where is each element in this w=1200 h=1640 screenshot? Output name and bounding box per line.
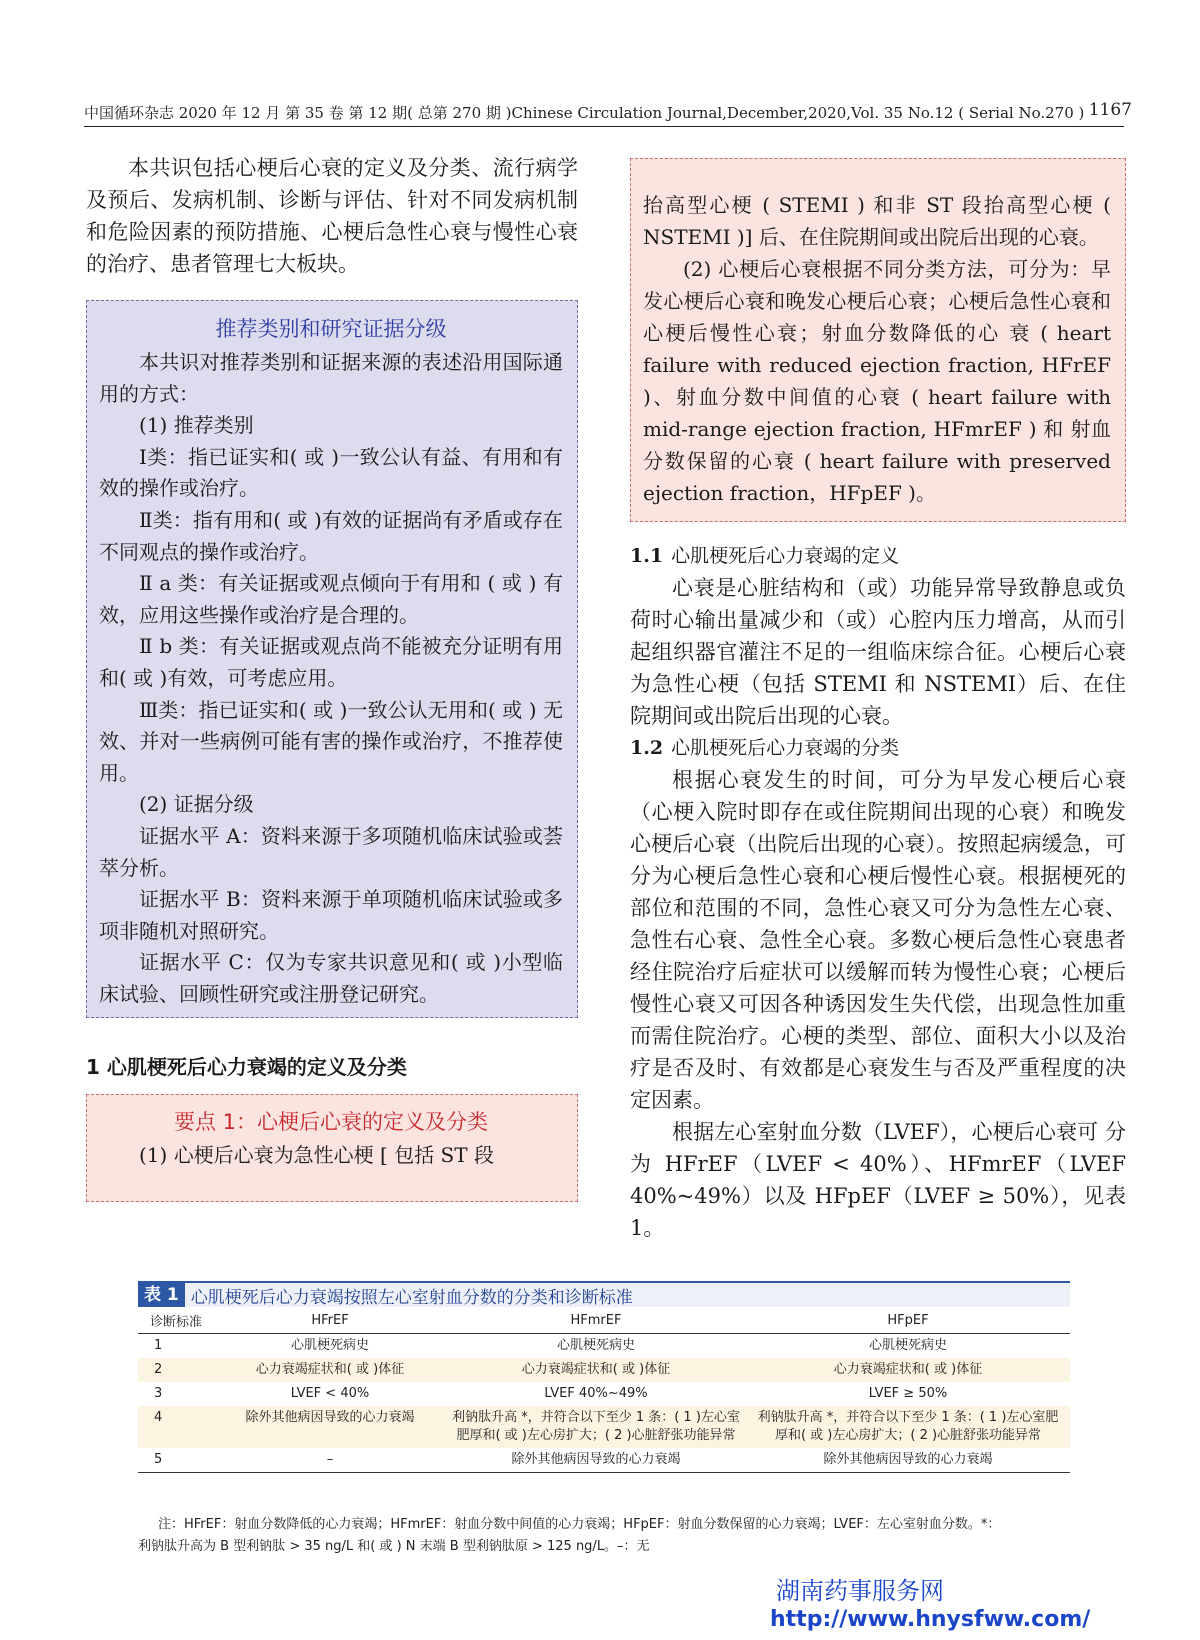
- key-point-box-continued: [630, 158, 1126, 522]
- page-number: 1167: [1088, 100, 1132, 120]
- table-note-line2: 利钠肽升高为 B 型利钠肽 > 35 ng/L 和( 或 ) N 末端 B 型利钠肽原 > 125 ng/L。–：无: [138, 1539, 650, 1554]
- table-caption-text: 心肌梗死后心力衰竭按照左心室射血分数的分类和诊断标准: [190, 1287, 633, 1308]
- recommendation-paragraph: 证据水平 A：资料来源于多项随机临床试验或荟萃分析。: [99, 823, 563, 880]
- key-point-box: [86, 1094, 578, 1202]
- watermark: [770, 1576, 1100, 1634]
- subsection-heading: [630, 732, 1126, 764]
- classification-table: [138, 1307, 1070, 1473]
- table-cell: 3: [154, 1386, 163, 1401]
- recommendation-paragraph: Ⅰ类：指已证实和( 或 )一致公认有益、有用和有效的操作或治疗。: [99, 444, 563, 501]
- recommendation-paragraph: Ⅱ类：指有用和( 或 )有效的证据尚有矛盾或存在不同观点的操作或治疗。: [99, 507, 563, 564]
- table-cell: 心力衰竭症状和( 或 )体征: [446, 1358, 746, 1382]
- table-cell: LVEF ≥ 50%: [868, 1386, 948, 1401]
- table-cell: LVEF < 40%: [290, 1386, 370, 1401]
- right-column-sections: [630, 540, 1126, 1244]
- recommendation-paragraph: (1) 推荐类别: [139, 413, 254, 438]
- table-row: [138, 1448, 1070, 1473]
- intro-paragraph-block: [86, 152, 578, 280]
- recommendation-paragraph: Ⅲ类：指已证实和( 或 )一致公认无用和( 或 ) 无效、并对一些病例可能有害的操作或治疗，不推荐使用。: [99, 697, 563, 785]
- table-header-row: [138, 1307, 1070, 1334]
- table-cell: 心力衰竭症状和( 或 )体征: [746, 1358, 1070, 1382]
- recommendation-paragraphs: [99, 347, 563, 1010]
- table-header-cell: 诊断标准: [138, 1307, 214, 1334]
- recommendation-box-title: 推荐类别和研究证据分级: [215, 317, 447, 341]
- table-cell: 4: [138, 1406, 214, 1448]
- subsection-number: 1.2: [630, 737, 664, 759]
- table-cell: 5: [138, 1448, 214, 1473]
- recommendation-paragraph: 本共识对推荐类别和证据来源的表述沿用国际通用的方式：: [99, 350, 563, 406]
- running-header: [84, 100, 1132, 127]
- key-point-text-part3: (2) 心梗后心衰根据不同分类方法，可分为：早发心梗后心衰和晚发心梗后心衰；心梗后急性心衰和心梗后慢性心衰；射血分数降低的心 衰 ( heart failure with reduced ejection fraction, HFrEF )、射血分数中间值的心衰 ( heart failure with mid-range ejection fraction, HFmrEF ) 和 射血分数保留的心衰 ( heart failure with preserved ejection fraction，HFpEF )。: [643, 257, 1111, 505]
- section-heading: 1 心肌梗死后心力衰竭的定义及分类: [86, 1055, 407, 1079]
- table-caption: [138, 1281, 1070, 1307]
- recommendation-paragraph: Ⅱ a 类：有关证据或观点倾向于有用和 ( 或 ) 有效，应用这些操作或治疗是合理的。: [99, 571, 563, 627]
- table-note: [138, 1514, 1070, 1558]
- recommendation-paragraph: (2) 证据分级: [139, 792, 254, 817]
- key-point-title: 要点 1：心梗后心衰的定义及分类: [173, 1110, 489, 1134]
- table-cell: 心力衰竭症状和( 或 )体征: [214, 1358, 446, 1382]
- table-cell: 心肌梗死病史: [290, 1338, 369, 1353]
- subsection-heading: [630, 540, 1126, 572]
- table-cell: LVEF 40%~49%: [544, 1386, 648, 1401]
- journal-citation: 中国循环杂志 2020 年 12 月 第 35 卷 第 12 期( 总第 270 期 )Chinese Circulation Journal,December,2020,Vol. 35 No.12 ( Serial No.270 ): [84, 104, 1085, 122]
- table-cell: 利钠肽升高 *，并符合以下至少 1 条：( 1 )左心室肥厚和( 或 )左心房扩大；( 2 )心脏舒张功能异常: [746, 1406, 1070, 1448]
- table-cell: 心肌梗死病史: [556, 1338, 635, 1353]
- recommendation-paragraph: Ⅱ b 类：有关证据或观点尚不能被充分证明有用和( 或 )有效，可考虑应用。: [99, 634, 563, 690]
- body-paragraph: 根据心衰发生的时间，可分为早发心梗后心衰（心梗入院时即存在或住院期间出现的心衰）和晚发心梗后心衰（出院后出现的心衰）。按照起病缓急，可分为心梗后急性心衰和心梗后慢性心衰。根据梗死的部位和范围的不同，急性心衰又可分为急性左心衰、急性右心衰、急性全心衰。多数心梗后急性心衰患者经住院治疗后症状可以缓解而转为慢性心衰；心梗后慢性心衰又可因各种诱因发生失代偿，出现急性加重而需住院治疗。心梗的类型、部位、面积大小以及治疗是否及时、有效都是心衰发生与否及严重程度的决定因素。: [630, 768, 1126, 1112]
- recommendation-paragraph: 证据水平 C：仅为专家共识意见和( 或 )小型临床试验、回顾性研究或注册登记研究。: [99, 950, 563, 1006]
- body-paragraph: 根据左心室射血分数（LVEF），心梗后心衰可 分 为 HFrEF（LVEF < 40%）、HFmrEF（LVEF 40%~49%）以及 HFpEF（LVEF ≥ 50%），见表 1。: [630, 1120, 1126, 1240]
- table-cell: 利钠肽升高 *，并符合以下至少 1 条：( 1 )左心室肥厚和( 或 )左心房扩大；( 2 )心脏舒张功能异常: [446, 1406, 746, 1448]
- table-header-cell: HFrEF: [214, 1307, 446, 1334]
- table-row: [138, 1334, 1070, 1359]
- table-header-cell: HFpEF: [746, 1307, 1070, 1334]
- key-point-text-part1: (1) 心梗后心衰为急性心梗 [ 包括 ST 段: [139, 1143, 494, 1167]
- table-body: [138, 1334, 1070, 1473]
- subsection-title: 心肌梗死后心力衰竭的定义: [671, 545, 900, 567]
- table-row: [138, 1382, 1070, 1406]
- table-label: 表 1: [138, 1283, 185, 1307]
- body-paragraph: 心衰是心脏结构和（或）功能异常导致静息或负荷时心输出量减少和（或）心腔内压力增高，从而引起组织器官灌注不足的一组临床综合征。心梗后心衰为急性心梗（包括 STEMI 和 NSTEMI）后、在住院期间或出院后出现的心衰。: [630, 576, 1126, 728]
- table-cell: 除外其他病因导致的心力衰竭: [214, 1406, 446, 1448]
- intro-paragraph: 本共识包括心梗后心衰的定义及分类、流行病学及预后、发病机制、诊断与评估、针对不同发病机制和危险因素的预防措施、心梗后急性心衰与慢性心衰的治疗、患者管理七大板块。: [86, 156, 578, 276]
- table-cell: 除外其他病因导致的心力衰竭: [746, 1448, 1070, 1473]
- recommendation-paragraph: 证据水平 B：资料来源于单项随机临床试验或多项非随机对照研究。: [99, 887, 563, 943]
- table-row: [138, 1358, 1070, 1382]
- watermark-url: http://www.hnysfww.com/: [770, 1607, 1091, 1632]
- subsection-number: 1.1: [630, 545, 664, 567]
- recommendation-box: [86, 300, 578, 1018]
- table-cell: 1: [154, 1338, 163, 1353]
- watermark-site-name: 湖南药事服务网: [776, 1577, 944, 1605]
- subsection-title: 心肌梗死后心力衰竭的分类: [671, 737, 900, 759]
- table-1: [138, 1281, 1070, 1473]
- table-cell: 2: [138, 1358, 214, 1382]
- table-cell: 除外其他病因导致的心力衰竭: [446, 1448, 746, 1473]
- key-point-text-part2: 抬高型心梗 ( STEMI ) 和非 ST 段抬高型心梗 ( NSTEMI )] 后、在住院期间或出院后出现的心衰。: [643, 193, 1111, 249]
- table-cell: –: [214, 1448, 446, 1473]
- table-note-line1: 注：HFrEF：射血分数降低的心力衰竭；HFmrEF：射血分数中间值的心力衰竭；HFpEF：射血分数保留的心力衰竭；LVEF：左心室射血分数。*：: [158, 1517, 1001, 1532]
- table-row: [138, 1406, 1070, 1448]
- table-header-cell: HFmrEF: [446, 1307, 746, 1334]
- table-cell: 心肌梗死病史: [868, 1338, 947, 1353]
